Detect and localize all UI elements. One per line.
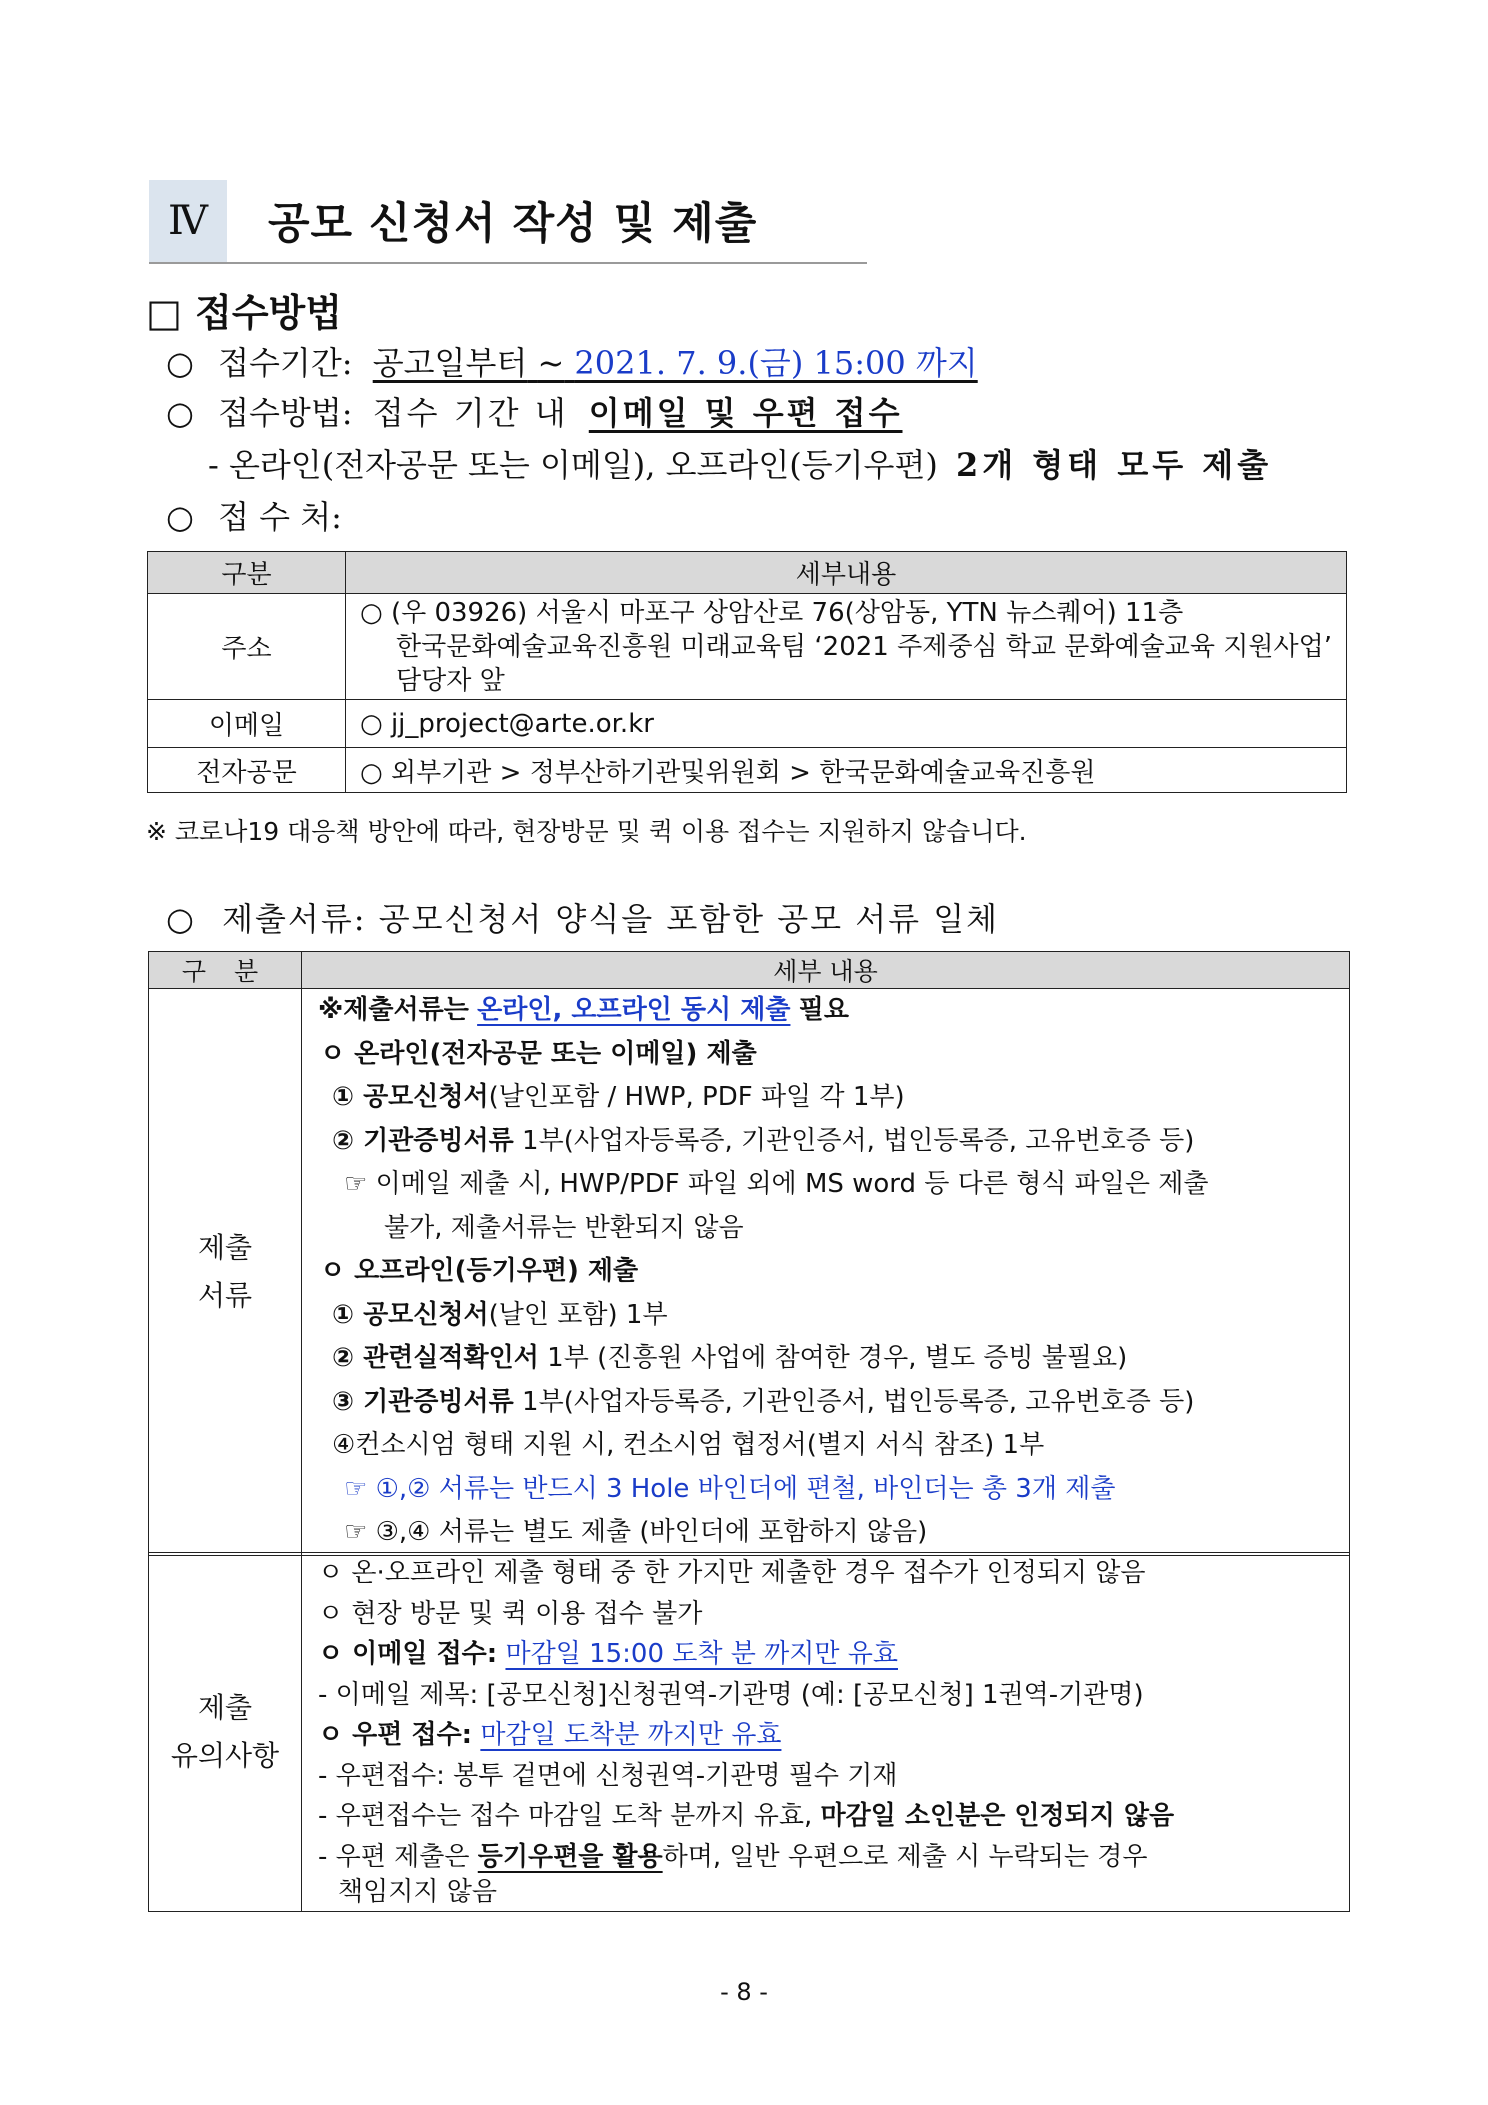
period-range: 공고일부터 ~ 2021. 7. 9.(금) 15:00 까지	[372, 344, 978, 382]
section-number: Ⅳ	[168, 198, 208, 244]
method-label: 접수방법:	[218, 394, 353, 432]
period-line	[166, 338, 978, 384]
row-label-official-doc: 전자공문	[148, 748, 346, 793]
method-emphasis: 이메일 및 우편 접수	[588, 394, 903, 432]
docs-line: ○ 제출서류: 공모신청서 양식을 포함한 공모 서류 일체	[166, 900, 1000, 938]
dest-line	[166, 492, 342, 538]
bullet: ○	[166, 498, 194, 536]
email-deadline-emphasis: 마감일 15:00 도착 분 까지만 유효	[505, 1639, 898, 1669]
table-header: 세부내용	[346, 552, 1347, 594]
section-divider	[149, 262, 867, 264]
bullet: ○	[166, 900, 196, 938]
subheading: □ 접수방법	[146, 291, 342, 335]
bullet: ○	[166, 344, 194, 382]
table-row	[148, 748, 1347, 793]
simultaneous-submit-emphasis: 온라인, 오프라인 동시 제출	[477, 995, 791, 1025]
row-label-email: 이메일	[148, 700, 346, 748]
covid-note: ※ 코로나19 대응책 방안에 따라, 현장방문 및 퀵 이용 접수는 지원하지 않습니다.	[146, 817, 1027, 846]
destination-table	[147, 551, 1347, 793]
documents-table	[148, 951, 1350, 1556]
method-detail: - 온라인(전자공문 또는 이메일), 오프라인(등기우편) 2개 형태 모두 제출	[208, 446, 1273, 484]
section-title: 공모 신청서 작성 및 제출	[268, 199, 758, 249]
table-row	[149, 989, 1350, 1556]
table-header: 구분	[148, 552, 346, 594]
row-label-caution: 제출 유의사항	[149, 1553, 302, 1912]
method-line	[166, 388, 903, 434]
method-text: 접수 기간 내	[372, 394, 569, 432]
table-row	[148, 594, 1347, 700]
submit-docs-cell: ※제출서류는 온라인, 오프라인 동시 제출 필요 ㅇ 온라인(전자공문 또는 이메일) 제출 ① 공모신청서(날인포함 / HWP, PDF 파일 각 1부) ② 기관증빙서류 1부(사업자등록증, 기관인증서, 법인등록증, 고유번호증 등) ☞ 이메일 제출 시, HWP/PDF 파일 외에 MS word 등 다른 형식 파일은 제출 불가, 제출서류는 반환되지 않음 ㅇ 오프라인(등기우편) 제출 ① 공모신청서(날인 포함) 1부 ② 관련실적확인서 1부 (진흥원 사업에 참여한 경우, 별도 증빙 불필요) ③ 기관증빙서류 1부(사업자등록증, 기관인증서, 법인등록증, 고유번호증 등) ④컨소시엄 형태 지원 시, 컨소시엄 협정서(별지 서식 참조) 1부 ☞ ①,② 서류는 반드시 3 Hole 바인더에 편철, 바인더는 총 3개 제출 ☞ ③,④ 서류는 별도 제출 (바인더에 포함하지 않음)	[302, 989, 1350, 1556]
row-label-address: 주소	[148, 594, 346, 700]
method-detail-bold: 2개 형태 모두 제출	[956, 446, 1273, 484]
period-label: 접수기간:	[218, 344, 353, 382]
address-cell: ○ (우 03926) 서울시 마포구 상암산로 76(상암동, YTN 뉴스퀘어) 11층 한국문화예술교육진흥원 미래교육팀 ‘2021 주제중심 학교 문화예술교육 지원사업’ 담당자 앞	[346, 594, 1347, 700]
row-label-submit-docs: 제출 서류	[149, 989, 302, 1556]
table-header: 세부 내용	[302, 952, 1350, 989]
period-deadline: 2021. 7. 9.(금) 15:00 까지	[574, 344, 978, 382]
table-row	[149, 1553, 1350, 1912]
table-header: 구 분	[149, 952, 302, 989]
official-doc-cell: ○ 외부기관 > 정부산하기관및위원회 > 한국문화예술교육진흥원	[346, 748, 1347, 793]
table-row	[148, 700, 1347, 748]
bullet: ○	[166, 394, 194, 432]
email-cell: ○ jj_project@arte.or.kr	[346, 700, 1347, 748]
post-deadline-emphasis: 마감일 도착분 까지만 유효	[480, 1720, 782, 1750]
caution-cell: ㅇ 온·오프라인 제출 형태 중 한 가지만 제출한 경우 접수가 인정되지 않음 ㅇ 현장 방문 및 퀵 이용 접수 불가 ㅇ 이메일 접수: 마감일 15:00 도착 분 까지만 유효 - 이메일 제목: [공모신청]신청권역-기관명 (예: [공모신청] 1권역-기관명) ㅇ 우편 접수: 마감일 도착분 까지만 유효 - 우편접수: 봉투 겉면에 신청권역-기관명 필수 기재 - 우편접수는 접수 마감일 도착 분까지 유효, 마감일 소인분은 인정되지 않음 - 우편 제출은 등기우편을 활용하며, 일반 우편으로 제출 시 누락되는 경우 책임지지 않음	[302, 1553, 1350, 1912]
dest-label: 접 수 처:	[218, 498, 342, 536]
caution-table	[148, 1552, 1350, 1912]
page-number: - 8 -	[720, 1978, 768, 2006]
registered-mail-emphasis: 등기우편을 활용	[477, 1841, 663, 1872]
